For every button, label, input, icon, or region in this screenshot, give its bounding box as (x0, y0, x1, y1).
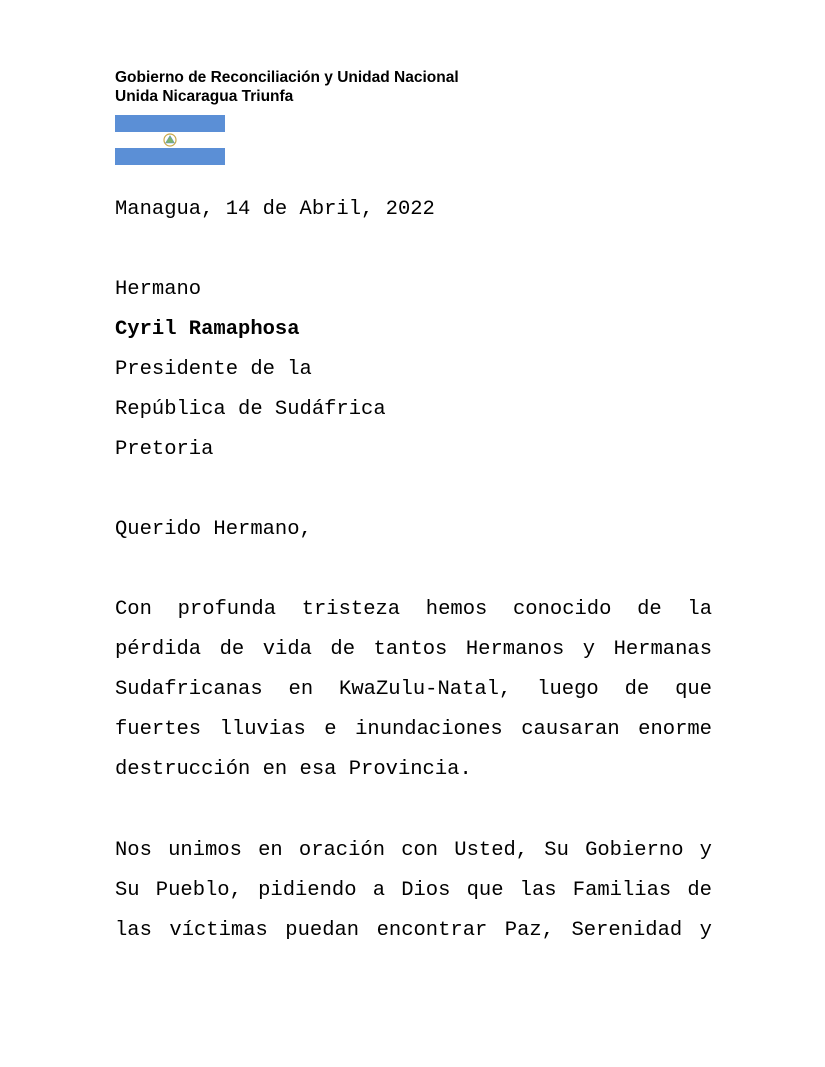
paragraph-line: pérdida de vida de tantos Hermanos y Hermanas (115, 638, 712, 661)
nicaragua-flag-icon (115, 115, 225, 165)
date-line: Managua, 14 de Abril, 2022 (115, 198, 435, 221)
paragraph-line: Con profunda tristeza hemos conocido de la (115, 598, 712, 621)
greeting (115, 510, 712, 550)
paragraph-line: Nos unimos en oración con Usted, Su Gobierno y (115, 839, 712, 862)
paragraph-condolence (115, 590, 712, 790)
letterhead-slogan: Unida Nicaragua Triunfa (115, 88, 294, 105)
recipient-block (115, 270, 712, 470)
recipient-city: Pretoria (115, 438, 214, 461)
paragraph-line: las víctimas puedan encontrar Paz, Serenidad y (115, 919, 712, 942)
letter-date (115, 190, 712, 230)
letterhead-government-name: Gobierno de Reconciliación y Unidad Nacional (115, 69, 459, 86)
recipient-position-line1: Presidente de la (115, 358, 312, 381)
recipient-name: Cyril Ramaphosa (115, 318, 300, 341)
paragraph-line: fuertes lluvias e inundaciones causaran enorme (115, 718, 712, 741)
paragraph-line: Su Pueblo, pidiendo a Dios que las Familias de (115, 879, 712, 902)
paragraph-line: Sudafricanas en KwaZulu-Natal, luego de que (115, 678, 712, 701)
paragraph-prayer (115, 831, 712, 951)
paragraph-line: destrucción en esa Provincia. (115, 758, 472, 781)
recipient-position-line2: República de Sudáfrica (115, 398, 386, 421)
recipient-title: Hermano (115, 278, 202, 301)
greeting-line: Querido Hermano, (115, 518, 312, 541)
letterhead (115, 68, 459, 106)
